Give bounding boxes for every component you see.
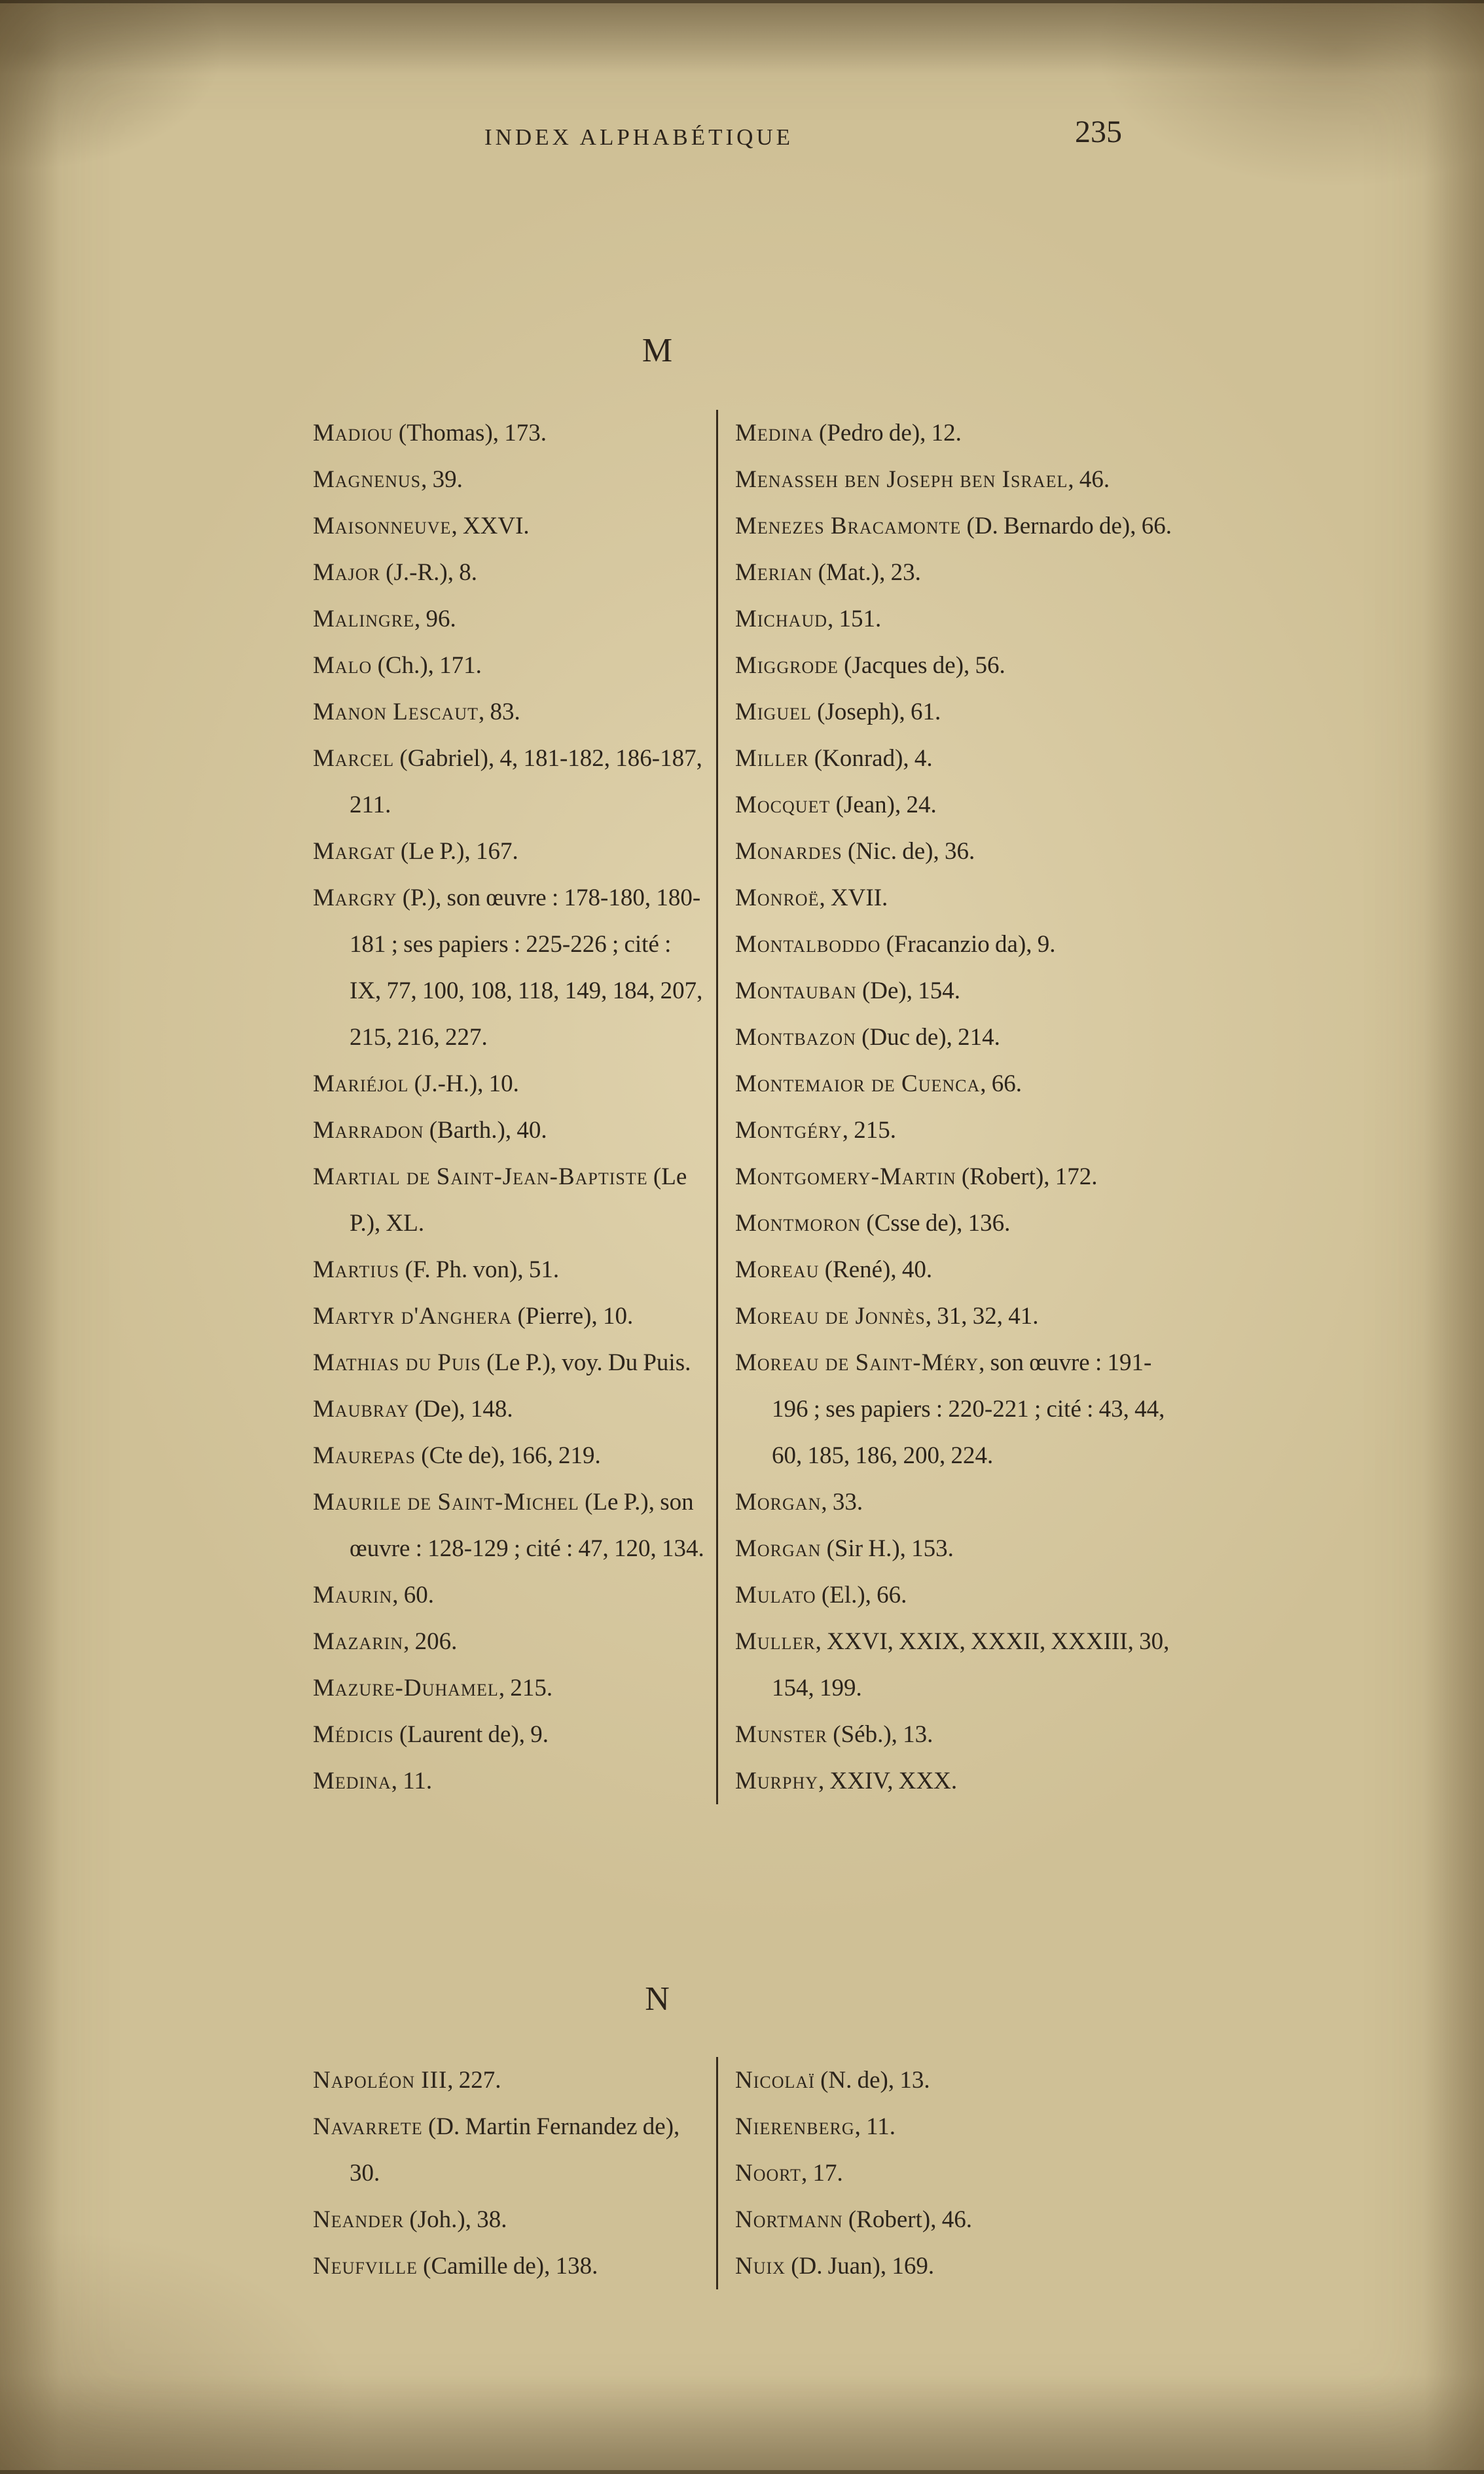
entry-name: Mathias du Puis <box>313 1349 481 1376</box>
index-column-left <box>313 410 716 1804</box>
index-entry <box>735 1200 1185 1246</box>
entry-name: Miguel <box>735 699 812 725</box>
index-entry <box>735 1061 1185 1107</box>
entry-refs: , 215. <box>842 1117 896 1144</box>
entry-name: Margry <box>313 884 397 911</box>
section-letter-m: M <box>642 332 673 369</box>
index-entry <box>313 2243 707 2289</box>
entry-name: Maurepas <box>313 1442 416 1469</box>
entry-name: Medina <box>313 1768 391 1794</box>
entry-name: Manon Lescaut <box>313 699 479 725</box>
entry-refs: , 17. <box>801 2160 843 2187</box>
entry-name: Miller <box>735 745 809 772</box>
entry-name: Marradon <box>313 1117 424 1144</box>
entry-refs: (P.), son œuvre : 178-180, 180-181 ; ses papiers : 225-226 ; cité : IX, 77, 100, 108, 118, 149, 184, 207, 215, 216, 227. <box>350 884 703 1051</box>
entry-refs: (Jean), 24. <box>830 791 937 818</box>
entry-name: Nierenberg <box>735 2113 855 2140</box>
entry-refs: , XVII. <box>819 884 888 911</box>
entry-refs: (Joh.), 38. <box>404 2206 507 2233</box>
index-entry <box>313 689 707 735</box>
index-entry <box>735 642 1185 689</box>
index-entry <box>735 1711 1185 1758</box>
entry-refs: (Séb.), 13. <box>827 1721 933 1748</box>
entry-name: Maurile de Saint-Michel <box>313 1489 579 1516</box>
index-entry <box>735 1618 1185 1711</box>
index-columns <box>313 410 1185 1804</box>
entry-refs: (De), 148. <box>409 1396 513 1423</box>
index-entry <box>313 1479 707 1572</box>
entry-refs: (J.-R.), 8. <box>380 559 477 586</box>
entry-name: Montgéry <box>735 1117 842 1144</box>
entry-name: Maurin <box>313 1582 393 1609</box>
index-entry <box>313 2057 707 2103</box>
entry-name: Major <box>313 559 380 586</box>
index-entry <box>735 1758 1185 1804</box>
index-entry <box>735 2103 1185 2150</box>
index-entry <box>313 1154 707 1246</box>
entry-name: Nicolaï <box>735 2067 815 2094</box>
entry-refs: (Fracanzio da), 9. <box>880 931 1056 958</box>
index-entry <box>735 782 1185 828</box>
index-entry <box>735 596 1185 642</box>
section-letter-n: N <box>645 1980 670 2018</box>
entry-refs: (Csse de), 136. <box>861 1210 1011 1237</box>
entry-name: Neander <box>313 2206 405 2233</box>
entry-refs: (Robert), 46. <box>842 2206 972 2233</box>
entry-refs: , son œuvre : 191-196 ; ses papiers : 220-221 ; cité : 43, 44, 60, 185, 186, 200, 224. <box>772 1349 1165 1469</box>
entry-name: Mazure-Duhamel <box>313 1675 499 1701</box>
entry-refs: (Konrad), 4. <box>808 745 933 772</box>
index-entry <box>735 2196 1185 2243</box>
index-entry <box>313 1618 707 1665</box>
entry-refs: (Barth.), 40. <box>424 1117 547 1144</box>
entry-refs: (N. de), 13. <box>814 2067 930 2094</box>
entry-refs: (Le P.), XL. <box>350 1163 687 1237</box>
entry-name: Martyr d'Anghera <box>313 1303 513 1330</box>
entry-refs: , 66. <box>980 1070 1023 1097</box>
index-section-n <box>313 1980 1185 2289</box>
entry-name: Muller <box>735 1628 816 1655</box>
entry-refs: (Duc de), 214. <box>856 1024 1000 1051</box>
index-entry <box>735 1246 1185 1293</box>
index-entry <box>313 2103 707 2196</box>
index-entry <box>735 689 1185 735</box>
index-entry <box>313 1293 707 1339</box>
index-entry <box>735 921 1185 968</box>
entry-refs: , 33. <box>821 1489 863 1516</box>
entry-refs: (Le P.), 167. <box>395 838 518 865</box>
entry-refs: (Le P.), son œuvre : 128-129 ; cité : 47, 120, 134. <box>350 1489 704 1562</box>
page-number: 235 <box>1075 115 1122 149</box>
index-entry <box>735 828 1185 875</box>
entry-name: Monroë <box>735 884 820 911</box>
entry-name: Montgomery-Martin <box>735 1163 956 1190</box>
entry-refs: (Laurent de), 9. <box>393 1721 549 1748</box>
scan-edge-top <box>0 0 1484 3</box>
index-entry <box>735 1479 1185 1525</box>
entry-name: Martial de Saint-Jean-Baptiste <box>313 1163 648 1190</box>
index-section-m <box>313 331 1185 1804</box>
index-entry <box>313 596 707 642</box>
entry-name: Neufville <box>313 2253 418 2280</box>
entry-refs: , XXVI. <box>451 513 530 539</box>
entry-refs: , 215. <box>498 1675 553 1701</box>
index-entry <box>735 2243 1185 2289</box>
scan-edge-bottom <box>0 2470 1484 2474</box>
index-entry <box>313 642 707 689</box>
entry-refs: (Robert), 172. <box>956 1163 1098 1190</box>
running-head: INDEX ALPHABÉTIQUE <box>484 124 794 150</box>
entry-refs: (Pierre), 10. <box>512 1303 634 1330</box>
index-entry <box>313 1386 707 1432</box>
entry-refs: (Cte de), 166, 219. <box>416 1442 601 1469</box>
index-entry <box>735 968 1185 1014</box>
entry-refs: , 206. <box>403 1628 458 1655</box>
entry-refs: (Joseph), 61. <box>811 699 941 725</box>
entry-name: Médicis <box>313 1721 394 1748</box>
entry-refs: , 31, 32, 41. <box>925 1303 1039 1330</box>
entry-refs: (Camille de), 138. <box>417 2253 598 2280</box>
entry-refs: (De), 154. <box>856 977 960 1004</box>
entry-refs: (D. Martin Fernandez de), 30. <box>350 2113 680 2187</box>
entry-refs: , 151. <box>827 606 882 632</box>
entry-refs: (Gabriel), 4, 181-182, 186-187, 211. <box>350 745 702 818</box>
entry-name: Malo <box>313 652 372 679</box>
entry-name: Nortmann <box>735 2206 843 2233</box>
entry-refs: (Sir H.), 153. <box>821 1535 954 1562</box>
index-entry <box>735 735 1185 782</box>
index-entry <box>735 503 1185 549</box>
entry-name: Moreau de Saint-Méry <box>735 1349 979 1376</box>
entry-refs: (Mat.), 23. <box>812 559 921 586</box>
index-entry <box>735 1107 1185 1154</box>
entry-refs: (El.), 66. <box>816 1582 907 1609</box>
entry-refs: (D. Juan), 169. <box>785 2253 935 2280</box>
entry-name: Montbazon <box>735 1024 856 1051</box>
entry-refs: , 39. <box>421 466 463 493</box>
index-entry <box>735 410 1185 456</box>
entry-refs: , 11. <box>391 1768 433 1794</box>
index-entry <box>313 1061 707 1107</box>
entry-name: Montalboddo <box>735 931 881 958</box>
entry-refs: (D. Bernardo de), 66. <box>961 513 1172 539</box>
page-header <box>313 115 1185 168</box>
index-entry <box>735 1154 1185 1200</box>
index-entry <box>735 1572 1185 1618</box>
index-column-left <box>313 2057 716 2289</box>
index-entry <box>313 1665 707 1711</box>
index-entry <box>313 828 707 875</box>
entry-name: Marcel <box>313 745 395 772</box>
index-entry <box>735 1014 1185 1061</box>
entry-name: Morgan <box>735 1489 822 1516</box>
entry-refs: , 60. <box>392 1582 434 1609</box>
index-entry <box>313 1711 707 1758</box>
entry-name: Menasseh ben Joseph ben Israel <box>735 466 1068 493</box>
entry-refs: (Le P.), voy. Du Puis. <box>480 1349 691 1376</box>
entry-refs: (Pedro de), 12. <box>813 420 962 446</box>
entry-name: Merian <box>735 559 813 586</box>
entry-name: Montauban <box>735 977 857 1004</box>
entry-refs: , XXVI, XXIX, XXXII, XXXIII, 30, 154, 199. <box>772 1628 1170 1701</box>
index-entry <box>313 1572 707 1618</box>
index-entry <box>735 1525 1185 1572</box>
index-entry <box>735 456 1185 503</box>
entry-name: Maisonneuve <box>313 513 452 539</box>
index-entry <box>313 1339 707 1386</box>
entry-name: Mocquet <box>735 791 831 818</box>
entry-refs: (Thomas), 173. <box>393 420 547 446</box>
entry-name: Murphy <box>735 1768 819 1794</box>
entry-name: Moreau de Jonnès <box>735 1303 926 1330</box>
entry-name: Maubray <box>313 1396 410 1423</box>
index-column-right <box>718 2057 1185 2289</box>
entry-refs: , 227. <box>447 2067 501 2094</box>
entry-refs: , 83. <box>478 699 520 725</box>
index-entry <box>313 410 707 456</box>
entry-name: Nuix <box>735 2253 786 2280</box>
entry-name: Morgan <box>735 1535 822 1562</box>
index-entry <box>735 1339 1185 1479</box>
entry-name: Menezes Bracamonte <box>735 513 962 539</box>
entry-refs: (J.-H.), 10. <box>408 1070 519 1097</box>
index-entry <box>313 456 707 503</box>
index-entry <box>313 1758 707 1804</box>
entry-refs: (Ch.), 171. <box>372 652 482 679</box>
entry-name: Margat <box>313 838 395 865</box>
index-entry <box>735 2057 1185 2103</box>
index-entry <box>735 2150 1185 2196</box>
index-entry <box>735 875 1185 921</box>
entry-name: Noort <box>735 2160 801 2187</box>
index-entry <box>735 549 1185 596</box>
entry-name: Magnenus <box>313 466 422 493</box>
entry-name: Michaud <box>735 606 828 632</box>
index-entry <box>313 1107 707 1154</box>
entry-refs: , 46. <box>1068 466 1110 493</box>
index-entry <box>313 1432 707 1479</box>
index-entry <box>313 2196 707 2243</box>
entry-name: Napoléon III <box>313 2067 448 2094</box>
entry-refs: (Nic. de), 36. <box>842 838 975 865</box>
entry-name: Mulato <box>735 1582 816 1609</box>
entry-name: Monardes <box>735 838 842 865</box>
entry-name: Navarrete <box>313 2113 423 2140</box>
entry-name: Malingre <box>313 606 414 632</box>
entry-name: Montemaior de Cuenca <box>735 1070 981 1097</box>
entry-name: Miggrode <box>735 652 839 679</box>
index-entry <box>313 503 707 549</box>
index-entry <box>313 735 707 828</box>
entry-name: Montmoron <box>735 1210 861 1237</box>
index-columns <box>313 2057 1185 2289</box>
index-entry <box>313 549 707 596</box>
entry-name: Medina <box>735 420 814 446</box>
entry-refs: (F. Ph. von), 51. <box>399 1256 560 1283</box>
index-entry <box>735 1293 1185 1339</box>
page-content <box>313 115 1185 2289</box>
entry-refs: (Jacques de), 56. <box>838 652 1005 679</box>
entry-name: Martius <box>313 1256 400 1283</box>
entry-refs: , 96. <box>414 606 456 632</box>
entry-refs: , 11. <box>854 2113 896 2140</box>
entry-refs: , XXIV, XXX. <box>818 1768 958 1794</box>
entry-name: Mazarin <box>313 1628 404 1655</box>
entry-name: Madiou <box>313 420 393 446</box>
index-column-right <box>718 410 1185 1804</box>
entry-name: Moreau <box>735 1256 820 1283</box>
entry-refs: (René), 40. <box>819 1256 933 1283</box>
entry-name: Mariéjol <box>313 1070 409 1097</box>
index-entry <box>313 1246 707 1293</box>
entry-name: Munster <box>735 1721 828 1748</box>
index-entry <box>313 875 707 1061</box>
